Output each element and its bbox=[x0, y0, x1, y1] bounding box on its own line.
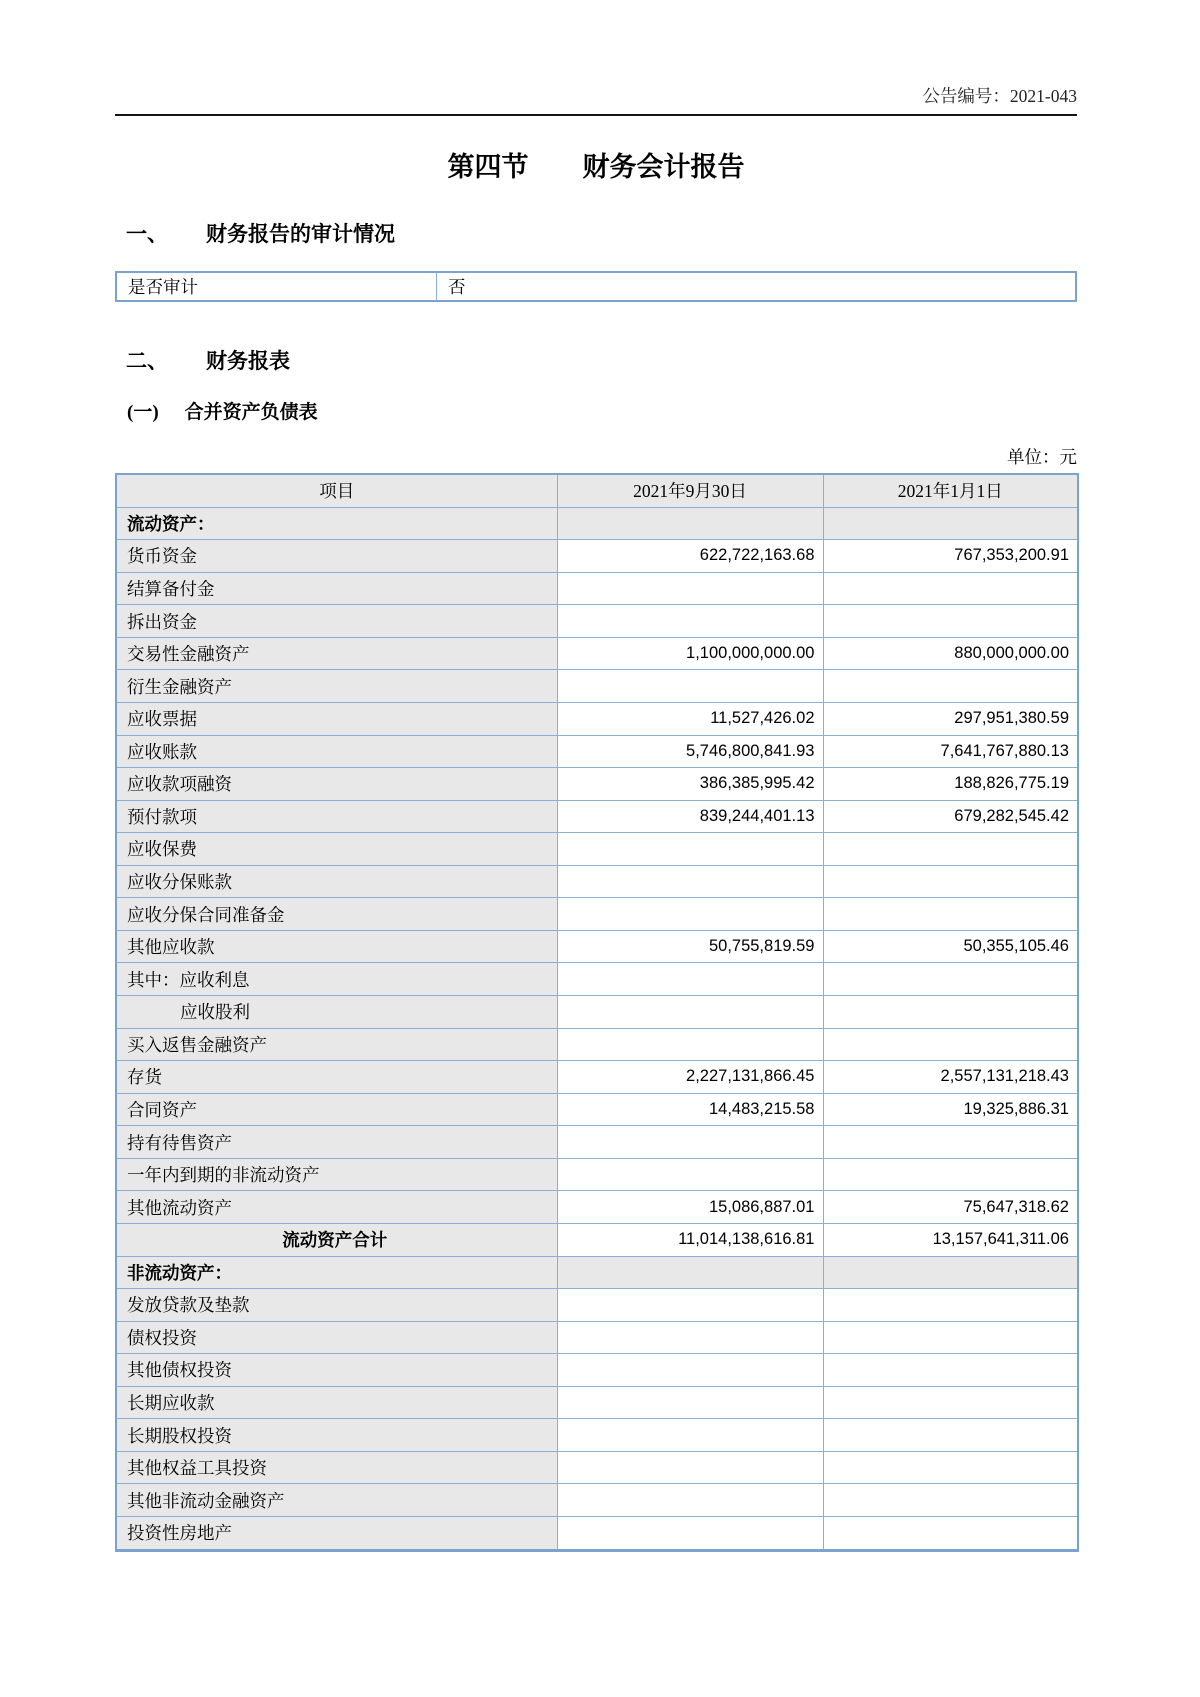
column-header-prior-date: 2021年1月1日 bbox=[823, 474, 1078, 507]
item-cell: 一年内到期的非流动资产 bbox=[116, 1158, 557, 1191]
value-cell-prior bbox=[823, 1484, 1078, 1517]
table-row bbox=[116, 540, 1078, 573]
column-header-current-date: 2021年9月30日 bbox=[557, 474, 823, 507]
item-cell: 其他应收款 bbox=[116, 930, 557, 963]
section-label: 财务报表 bbox=[206, 349, 290, 373]
table-row bbox=[116, 1419, 1078, 1452]
value-cell-current bbox=[557, 1386, 823, 1419]
value-cell-current bbox=[557, 605, 823, 638]
value-cell-prior bbox=[823, 1386, 1078, 1419]
table-row bbox=[116, 702, 1078, 735]
item-cell: 拆出资金 bbox=[116, 605, 557, 638]
value-cell-current bbox=[557, 963, 823, 996]
table-row bbox=[116, 1256, 1078, 1289]
table-row bbox=[116, 963, 1078, 996]
subsection-label: 合并资产负债表 bbox=[184, 402, 318, 423]
item-cell: 应收款项融资 bbox=[116, 768, 557, 801]
value-cell-current bbox=[557, 1126, 823, 1159]
value-cell-prior: 13,157,641,311.06 bbox=[823, 1223, 1078, 1256]
value-cell-prior bbox=[823, 898, 1078, 931]
value-cell-prior bbox=[823, 1321, 1078, 1354]
value-cell-prior: 297,951,380.59 bbox=[823, 702, 1078, 735]
item-cell: 存货 bbox=[116, 1061, 557, 1094]
value-cell-prior bbox=[823, 670, 1078, 703]
item-cell: 应收股利 bbox=[116, 996, 557, 1029]
item-cell: 预付款项 bbox=[116, 800, 557, 833]
value-cell-current: 15,086,887.01 bbox=[557, 1191, 823, 1224]
value-cell-current bbox=[557, 865, 823, 898]
value-cell-current bbox=[557, 507, 823, 540]
table-row bbox=[116, 1191, 1078, 1224]
table-row bbox=[116, 1386, 1078, 1419]
value-cell-prior bbox=[823, 1126, 1078, 1159]
value-cell-current bbox=[557, 1028, 823, 1061]
item-cell: 应收账款 bbox=[116, 735, 557, 768]
table-row bbox=[116, 1158, 1078, 1191]
table-row bbox=[116, 1028, 1078, 1061]
section-label: 财务报告的审计情况 bbox=[206, 222, 395, 246]
audit-answer-cell: 否 bbox=[437, 272, 1077, 301]
section-number: 一、 bbox=[126, 222, 168, 246]
table-row bbox=[116, 996, 1078, 1029]
value-cell-prior: 679,282,545.42 bbox=[823, 800, 1078, 833]
item-cell: 应收票据 bbox=[116, 702, 557, 735]
item-cell: 结算备付金 bbox=[116, 572, 557, 605]
value-cell-current: 1,100,000,000.00 bbox=[557, 637, 823, 670]
item-cell: 其他流动资产 bbox=[116, 1191, 557, 1224]
value-cell-current bbox=[557, 1321, 823, 1354]
page-title: 第四节 财务会计报告 bbox=[447, 152, 745, 182]
item-cell: 货币资金 bbox=[116, 540, 557, 573]
value-cell-current bbox=[557, 1289, 823, 1322]
table-row bbox=[116, 670, 1078, 703]
table-row bbox=[116, 1093, 1078, 1126]
item-cell: 非流动资产： bbox=[116, 1256, 557, 1289]
value-cell-prior bbox=[823, 605, 1078, 638]
table-row bbox=[116, 605, 1078, 638]
value-cell-current: 14,483,215.58 bbox=[557, 1093, 823, 1126]
table-row bbox=[116, 800, 1078, 833]
value-cell-prior bbox=[823, 1354, 1078, 1387]
value-cell-current: 2,227,131,866.45 bbox=[557, 1061, 823, 1094]
value-cell-current bbox=[557, 670, 823, 703]
value-cell-prior: 50,355,105.46 bbox=[823, 930, 1078, 963]
value-cell-current: 5,746,800,841.93 bbox=[557, 735, 823, 768]
value-cell-prior bbox=[823, 1289, 1078, 1322]
value-cell-current: 839,244,401.13 bbox=[557, 800, 823, 833]
table-row bbox=[116, 1451, 1078, 1484]
value-cell-current: 11,527,426.02 bbox=[557, 702, 823, 735]
table-row bbox=[116, 1061, 1078, 1094]
value-cell-current bbox=[557, 996, 823, 1029]
item-cell: 持有待售资产 bbox=[116, 1126, 557, 1159]
value-cell-prior: 880,000,000.00 bbox=[823, 637, 1078, 670]
value-cell-prior bbox=[823, 996, 1078, 1029]
table-row bbox=[116, 1354, 1078, 1387]
value-cell-prior bbox=[823, 507, 1078, 540]
value-cell-prior: 188,826,775.19 bbox=[823, 768, 1078, 801]
value-cell-prior bbox=[823, 865, 1078, 898]
table-row bbox=[116, 572, 1078, 605]
item-cell: 其中：应收利息 bbox=[116, 963, 557, 996]
value-cell-current: 386,385,995.42 bbox=[557, 768, 823, 801]
value-cell-prior bbox=[823, 572, 1078, 605]
value-cell-current bbox=[557, 898, 823, 931]
value-cell-current bbox=[557, 833, 823, 866]
value-cell-current: 50,755,819.59 bbox=[557, 930, 823, 963]
value-cell-current: 622,722,163.68 bbox=[557, 540, 823, 573]
item-cell: 应收保费 bbox=[116, 833, 557, 866]
item-cell: 合同资产 bbox=[116, 1093, 557, 1126]
unit-label: 单位：元 bbox=[1007, 447, 1077, 467]
item-cell: 买入返售金融资产 bbox=[116, 1028, 557, 1061]
table-row bbox=[116, 507, 1078, 540]
subsection-heading-balance-sheet bbox=[127, 400, 318, 426]
value-cell-prior bbox=[823, 1028, 1078, 1061]
table-row bbox=[116, 865, 1078, 898]
value-cell-prior bbox=[823, 1451, 1078, 1484]
table-row bbox=[116, 1126, 1078, 1159]
item-cell: 流动资产： bbox=[116, 507, 557, 540]
value-cell-prior: 7,641,767,880.13 bbox=[823, 735, 1078, 768]
item-cell: 投资性房地产 bbox=[116, 1517, 557, 1551]
table-row bbox=[116, 272, 1076, 301]
item-cell: 发放贷款及垫款 bbox=[116, 1289, 557, 1322]
item-cell: 其他权益工具投资 bbox=[116, 1451, 557, 1484]
value-cell-current bbox=[557, 1256, 823, 1289]
audit-question-cell: 是否审计 bbox=[116, 272, 437, 301]
audit-table bbox=[115, 271, 1077, 302]
table-row bbox=[116, 1321, 1078, 1354]
item-cell: 长期应收款 bbox=[116, 1386, 557, 1419]
table-row bbox=[116, 833, 1078, 866]
section-number: 二、 bbox=[126, 349, 168, 373]
value-cell-prior bbox=[823, 1158, 1078, 1191]
item-cell: 其他非流动金融资产 bbox=[116, 1484, 557, 1517]
table-row bbox=[116, 1223, 1078, 1256]
value-cell-prior bbox=[823, 1256, 1078, 1289]
item-cell: 衍生金融资产 bbox=[116, 670, 557, 703]
value-cell-current bbox=[557, 572, 823, 605]
item-cell: 流动资产合计 bbox=[116, 1223, 557, 1256]
table-row bbox=[116, 930, 1078, 963]
balance-sheet-table bbox=[115, 473, 1079, 1552]
table-row bbox=[116, 768, 1078, 801]
table-header-row bbox=[116, 474, 1078, 507]
value-cell-prior bbox=[823, 833, 1078, 866]
value-cell-prior bbox=[823, 1419, 1078, 1452]
column-header-item: 项目 bbox=[116, 474, 557, 507]
item-cell: 其他债权投资 bbox=[116, 1354, 557, 1387]
table-row bbox=[116, 1517, 1078, 1551]
item-cell: 应收分保合同准备金 bbox=[116, 898, 557, 931]
document-page bbox=[115, 0, 1077, 1697]
value-cell-prior bbox=[823, 963, 1078, 996]
value-cell-current bbox=[557, 1354, 823, 1387]
table-row bbox=[116, 898, 1078, 931]
section-heading-statements bbox=[126, 347, 290, 375]
section-heading-audit bbox=[126, 220, 395, 248]
subsection-number: (一) bbox=[127, 402, 159, 423]
header-divider bbox=[115, 114, 1077, 116]
value-cell-current bbox=[557, 1419, 823, 1452]
value-cell-prior bbox=[823, 1517, 1078, 1551]
table-row bbox=[116, 735, 1078, 768]
value-cell-current bbox=[557, 1158, 823, 1191]
table-row bbox=[116, 1289, 1078, 1322]
value-cell-current bbox=[557, 1484, 823, 1517]
table-row bbox=[116, 637, 1078, 670]
value-cell-current bbox=[557, 1451, 823, 1484]
value-cell-current: 11,014,138,616.81 bbox=[557, 1223, 823, 1256]
value-cell-current bbox=[557, 1517, 823, 1551]
table-row bbox=[116, 1484, 1078, 1517]
item-cell: 债权投资 bbox=[116, 1321, 557, 1354]
value-cell-prior: 2,557,131,218.43 bbox=[823, 1061, 1078, 1094]
value-cell-prior: 75,647,318.62 bbox=[823, 1191, 1078, 1224]
item-cell: 交易性金融资产 bbox=[116, 637, 557, 670]
item-cell: 长期股权投资 bbox=[116, 1419, 557, 1452]
item-cell: 应收分保账款 bbox=[116, 865, 557, 898]
value-cell-prior: 19,325,886.31 bbox=[823, 1093, 1078, 1126]
announcement-number: 公告编号：2021-043 bbox=[922, 86, 1077, 106]
value-cell-prior: 767,353,200.91 bbox=[823, 540, 1078, 573]
